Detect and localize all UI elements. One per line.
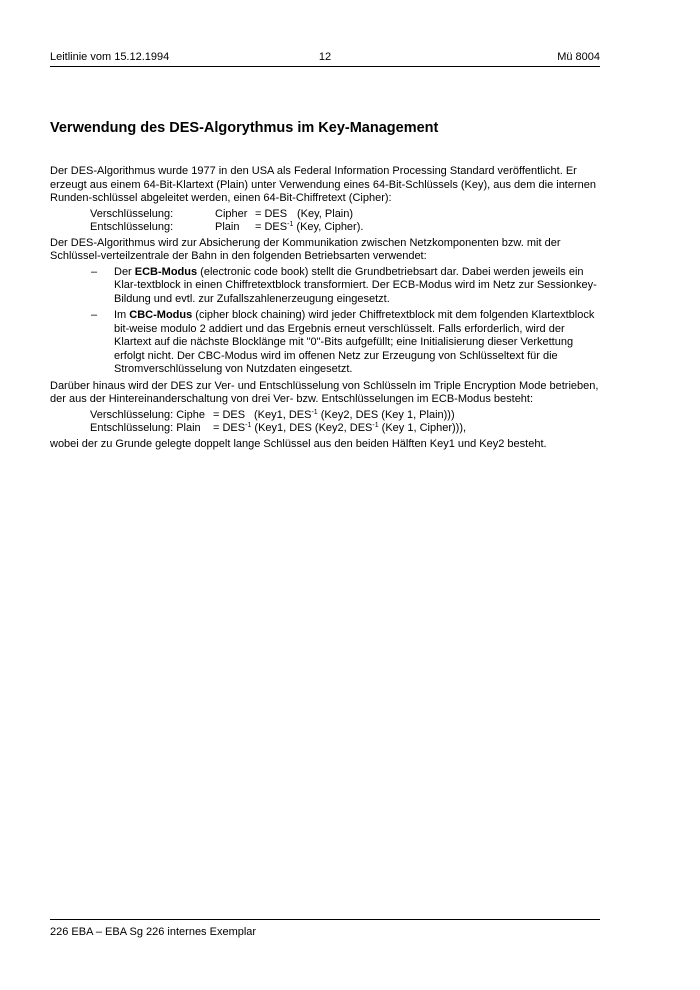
- formula-arguments: (Key 1, Cipher))),: [378, 422, 467, 434]
- modes-intro-paragraph: Der DES-Algorithmus wird zur Absicherung der Kommunikation zwischen Netzkomponenten bzw. mit der Schlüssel-verteilzentrale der Bahn in den folgenden Betriebsarten verwendet:: [50, 236, 561, 262]
- dash-bullet: –: [91, 265, 98, 278]
- formula-variable: Plain: [215, 221, 240, 233]
- formula-variable: Cipher: [215, 207, 248, 220]
- formula-arguments: (Key2, DES (Key 1, Plain))): [317, 408, 455, 421]
- page-number: 12: [318, 51, 332, 63]
- document-body: [50, 119, 600, 451]
- triple-intro-paragraph: Darüber hinaus wird der DES zur Ver- und Entschlüsselung von Schlüsseln im Triple Encryption Mode betrieben, der aus der Hintereinanderschaltung von drei Ver- bzw. Entschlüsselungen im ECB-Modus besteht:: [50, 379, 599, 405]
- formula-operator: = DES: [255, 221, 288, 233]
- formula-arguments: (Key1, DES (Key2, DES: [251, 422, 373, 434]
- closing-paragraph: wobei der zu Grunde gelegte doppelt lange Schlüssel aus den beiden Hälften Key1 und Key2 besteht.: [50, 437, 547, 450]
- list-item-prefix: Im: [114, 309, 130, 321]
- formula-superscript: -1: [287, 221, 294, 228]
- formula-expression: [213, 422, 466, 436]
- formula-label: Verschlüsselung: Ciphe: [90, 408, 205, 421]
- dash-bullet: –: [91, 309, 98, 321]
- formula-operator: = DES: [213, 422, 246, 434]
- triple-des-formula: [90, 409, 600, 436]
- formula-label: Entschlüsselung: Plain: [90, 422, 201, 434]
- page-footer: 226 EBA – EBA Sg 226 internes Exemplar: [50, 919, 600, 939]
- formula-operator: = DES: [255, 207, 288, 220]
- formula-arguments: (Key, Cipher).: [293, 221, 364, 233]
- mode-name: ECB-Modus: [134, 265, 198, 278]
- formula-superscript: -1: [372, 422, 379, 429]
- formula-expression: [254, 409, 455, 423]
- intro-paragraph: Der DES-Algorithmus wurde 1977 in den USA als Federal Information Processing Standard veröffentlicht. Er erzeugt aus einem 64-Bit-Klartext (Plain) unter Verwendung eines 64-Bit-Schlüssels (Key), aus dem die internen Runden-schlüssel abgeleitet werden, einen 64-Bit-Chiffretext (Cipher):: [50, 165, 596, 204]
- formula-superscript: -1: [245, 422, 252, 429]
- list-item: [50, 266, 600, 307]
- formula-decryption-row: [90, 221, 600, 235]
- des-formula: [90, 208, 600, 235]
- formula-expression: [255, 221, 363, 235]
- formula-label: Verschlüsselung:: [90, 207, 174, 220]
- list-item: [50, 309, 600, 377]
- formula-operator: = DES: [213, 408, 246, 421]
- formula-label: Entschlüsselung:: [90, 221, 174, 233]
- formula-decryption-row: [90, 422, 600, 436]
- formula-encryption-row: [90, 208, 600, 222]
- list-item-text: (electronic code book) stellt die Grundbetriebsart dar. Dabei werden jeweils ein Klar-textblock in einen Chiffretextblock transformiert. Der ECB-Modus wird im Netz zur Sessionkey-Bildung und evtl. zur Zufallszahlenerzeugung eingesetzt.: [114, 265, 597, 305]
- mode-name: CBC-Modus: [129, 309, 193, 321]
- list-item-prefix: Der: [114, 265, 135, 278]
- list-item-text: (cipher block chaining) wird jeder Chiffretextblock mit dem folgenden Klartextblock bit-weise modulo 2 addiert und das Ergebnis erneut verschlüsselt. Falls erforderlich, wird der Klartext auf die nächste Blocklänge mit "0"-Bits aufgefüllt; eine Initialisierung dieser Verkettung erfolgt nicht. Der CBC-Modus wird im offenen Netz zur Erzeugung von Schlüsseltext für die Stromverschlüsselung von Nutzdaten eingesetzt.: [114, 309, 595, 375]
- formula-arguments: (Key1, DES: [254, 408, 312, 421]
- section-heading: Verwendung des DES-Algorythmus im Key-Management: [50, 120, 439, 136]
- formula-encryption-row: [90, 409, 600, 423]
- page-header: [50, 50, 600, 67]
- header-left: Leitlinie vom 15.12.1994: [50, 51, 170, 63]
- modes-list: [50, 266, 600, 377]
- formula-arguments: (Key, Plain): [297, 207, 354, 220]
- formula-superscript: -1: [311, 408, 318, 416]
- header-right: Mü 8004: [557, 51, 600, 63]
